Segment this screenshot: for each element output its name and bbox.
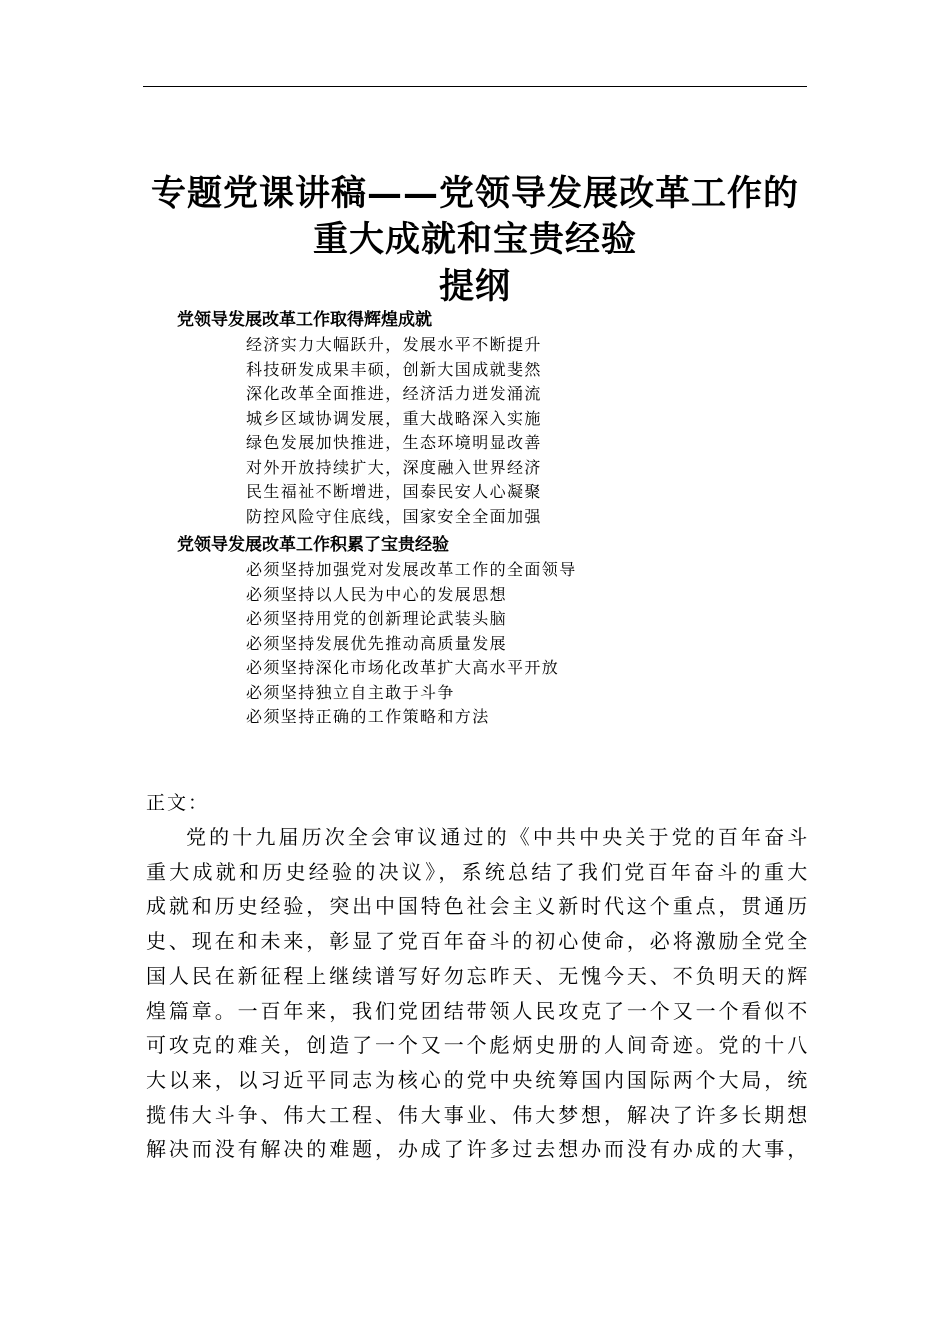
body-paragraph bbox=[146, 820, 809, 1167]
outline-item: 经济实力大幅跃升，发展水平不断提升 bbox=[246, 335, 542, 354]
document-title-line-2: 重大成就和宝贵经验 bbox=[312, 219, 637, 260]
outline-item: 必须坚持用党的创新理论武装头脑 bbox=[246, 609, 508, 628]
body-label: 正文： bbox=[146, 792, 210, 814]
body-line: 解决而没有解决的难题，办成了许多过去想办而没有办成的大事， bbox=[146, 1137, 809, 1162]
body-line: 揽伟大斗争、伟大工程、伟大事业、伟大梦想，解决了许多长期想 bbox=[146, 1102, 809, 1127]
outline-item: 民生福祉不断增进，国泰民安人心凝聚 bbox=[246, 482, 542, 501]
outline-item: 防控风险守住底线，国家安全全面加强 bbox=[246, 506, 542, 526]
outline-item: 必须坚持正确的工作策略和方法 bbox=[246, 707, 490, 726]
body-line: 煌篇章。一百年来，我们党团结带领人民攻克了一个又一个看似不 bbox=[146, 998, 809, 1023]
header-rule bbox=[143, 86, 807, 87]
body-line: 党的十九届历次全会审议通过的《中共中央关于党的百年奋斗 bbox=[186, 825, 809, 849]
outline-item: 必须坚持深化市场化改革扩大高水平开放 bbox=[246, 658, 560, 677]
document-title-line-1: 专题党课讲稿——党领导发展改革工作的 bbox=[150, 173, 799, 214]
document-subtitle: 提纲 bbox=[438, 266, 511, 307]
outline-item: 必须坚持以人民为中心的发展思想 bbox=[246, 584, 508, 604]
body-line: 可攻克的难关，创造了一个又一个彪炳史册的人间奇迹。党的十八 bbox=[146, 1033, 809, 1058]
body-line: 重大成就和历史经验的决议》，系统总结了我们党百年奋斗的重大 bbox=[146, 859, 809, 884]
outline-item: 对外开放持续扩大，深度融入世界经济 bbox=[246, 457, 542, 477]
outline-item: 城乡区域协调发展，重大战略深入实施 bbox=[246, 408, 542, 428]
outline-item: 必须坚持加强党对发展改革工作的全面领导 bbox=[246, 560, 577, 579]
body-line: 史、现在和未来，彰显了党百年奋斗的初心使命，必将激励全党全 bbox=[146, 929, 809, 954]
outline-item: 科技研发成果丰硕，创新大国成就斐然 bbox=[246, 359, 542, 379]
outline-item: 必须坚持独立自主敢于斗争 bbox=[246, 682, 455, 702]
outline-item: 绿色发展加快推进，生态环境明显改善 bbox=[246, 433, 542, 452]
body-line: 大以来，以习近平同志为核心的党中央统筹国内国际两个大局，统 bbox=[146, 1067, 809, 1092]
body-line: 成就和历史经验，突出中国特色社会主义新时代这个重点，贯通历 bbox=[146, 894, 809, 919]
outline-item: 必须坚持发展优先推动高质量发展 bbox=[246, 633, 508, 653]
outline-section-heading: 党领导发展改革工作积累了宝贵经验 bbox=[177, 535, 449, 555]
outline-section-heading: 党领导发展改革工作取得辉煌成就 bbox=[177, 310, 432, 330]
outline-item: 深化改革全面推进，经济活力迸发涌流 bbox=[246, 384, 542, 403]
body-line: 国人民在新征程上继续谱写好勿忘昨天、无愧今天、不负明天的辉 bbox=[146, 963, 809, 988]
